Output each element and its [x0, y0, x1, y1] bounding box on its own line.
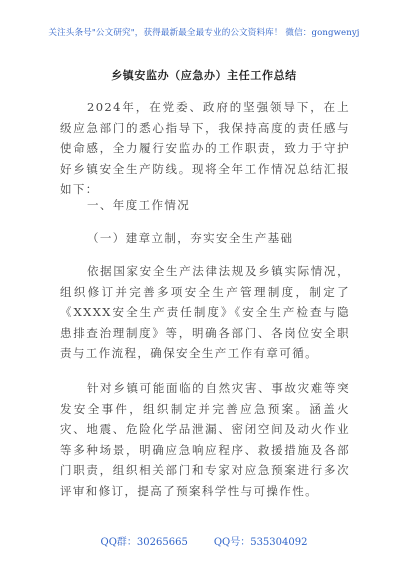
qq-group-label: QQ群：30265665 — [100, 537, 188, 548]
top-banner: 关注头条号"公文研究"，获得最新最全最专业的公文资料库！ 微信：gongwenyj — [48, 28, 360, 38]
section-heading-1: 一、年度工作情况 — [87, 198, 191, 212]
subsection-heading-1: （一）建章立制，夯实安全生产基础 — [87, 231, 294, 245]
bottom-footer — [0, 533, 408, 548]
qq-number-label: QQ号：535304092 — [213, 537, 308, 548]
paragraph-regulations: 依据国家安全生产法律法规及乡镇实际情况，组织修订并完善多项安全生产管理制度，制定了《XXXX安全生产责任制度》《安全生产检查与隐患排查治理制度》等，明确各部门、各岗位安全职责与工作流程，确保安全生产工作有章可循。 — [60, 264, 350, 361]
paragraph-emergency-plan: 针对乡镇可能面临的自然灾害、事故灾难等突发安全事件，组织制定并完善应急预案。涵盖火灾、地震、危险化学品泄漏、密闭空间及动火作业等多种场景，明确应急响应程序、救援措施及各部门职责，组织相关部门和专家对应急预案进行多次评审和修订，提高了预案科学性与可操作性。 — [60, 381, 350, 498]
intro-paragraph: 2024年，在党委、政府的坚强领导下，在上级应急部门的悉心指导下，我保持高度的责任感与使命感，全力履行安监办的工作职责，致力于守护好乡镇安全生产防线。现将全年工作情况总结汇报如下： — [60, 100, 350, 197]
document-title: 乡镇安监办（应急办）主任工作总结 — [111, 69, 297, 82]
